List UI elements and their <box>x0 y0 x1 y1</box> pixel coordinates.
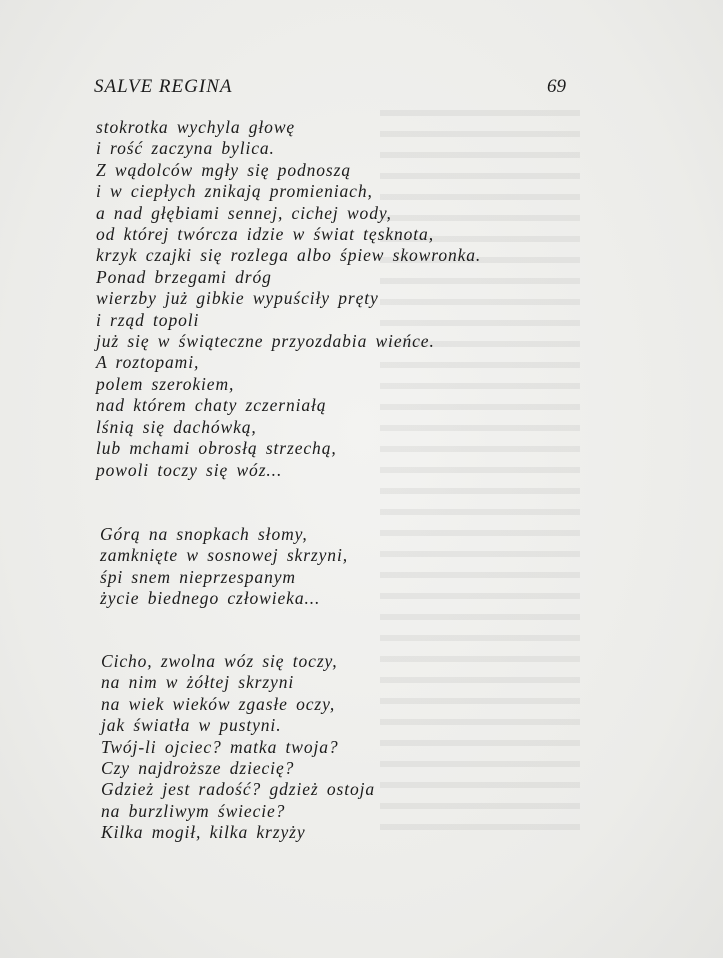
poem-line: a nad głębiami sennej, cichej wody, <box>96 202 392 223</box>
poem-line: krzyk czajki się rozlega albo śpiew skowronka. <box>96 245 482 266</box>
running-head: SALVE REGINA <box>94 76 233 97</box>
poem-line: Ponad brzegami dróg <box>96 266 272 287</box>
poem-line: Z wądolców mgły się podnoszą <box>96 159 351 180</box>
poem-line: Cicho, zwolna wóz się toczy, <box>101 651 338 671</box>
poem-line: na wiek wieków zgasłe oczy, <box>101 693 336 714</box>
poem-line: i w ciepłych znikają promieniach, <box>96 181 373 202</box>
page-number: 69 <box>547 76 566 97</box>
poem-line: na burzliwym świecie? <box>101 800 286 821</box>
stanza-1 <box>96 117 481 481</box>
poem-line: jak światła w pustyni. <box>101 715 282 736</box>
poem-line: powoli toczy się wóz... <box>96 459 283 480</box>
poem-line: Twój-li ojciec? matka twoja? <box>101 736 339 757</box>
poem-line: Gdzież jest radość? gdzież ostoja <box>101 779 376 800</box>
poem-line: życie biednego człowieka... <box>100 588 321 609</box>
poem-line: A roztopami, <box>96 352 200 373</box>
poem-line: i rość zaczyna bylica. <box>96 138 275 159</box>
poem-line: lśnią się dachówką, <box>96 416 257 437</box>
poem-line: Kilka mogił, kilka krzyży <box>101 822 306 843</box>
poem-line: Górą na snopkach słomy, <box>100 524 308 544</box>
poem-line: stokrotka wychyla głowę <box>96 117 296 137</box>
poem-line: śpi snem nieprzespanym <box>100 566 296 587</box>
poem-line: i rząd topoli <box>96 309 200 330</box>
stanza-2 <box>100 524 348 610</box>
poem-line: zamknięte w sosnowej skrzyni, <box>100 545 348 566</box>
poem-line: polem szerokiem, <box>96 373 235 394</box>
stanza-3 <box>101 651 375 844</box>
poem-line: Czy najdroższe dziecię? <box>101 758 295 779</box>
poem-line: od której twórcza idzie w świat tęsknota, <box>96 224 434 245</box>
poem-line: lub mchami obrosłą strzechą, <box>96 438 337 459</box>
poem-line: nad którem chaty zczerniałą <box>96 395 327 416</box>
poem-line: na nim w żółtej skrzyni <box>101 672 295 693</box>
poem-line: wierzby już gibkie wypuściły pręty <box>96 288 379 309</box>
poem-line: już się w świąteczne przyozdabia wieńce. <box>96 331 435 352</box>
